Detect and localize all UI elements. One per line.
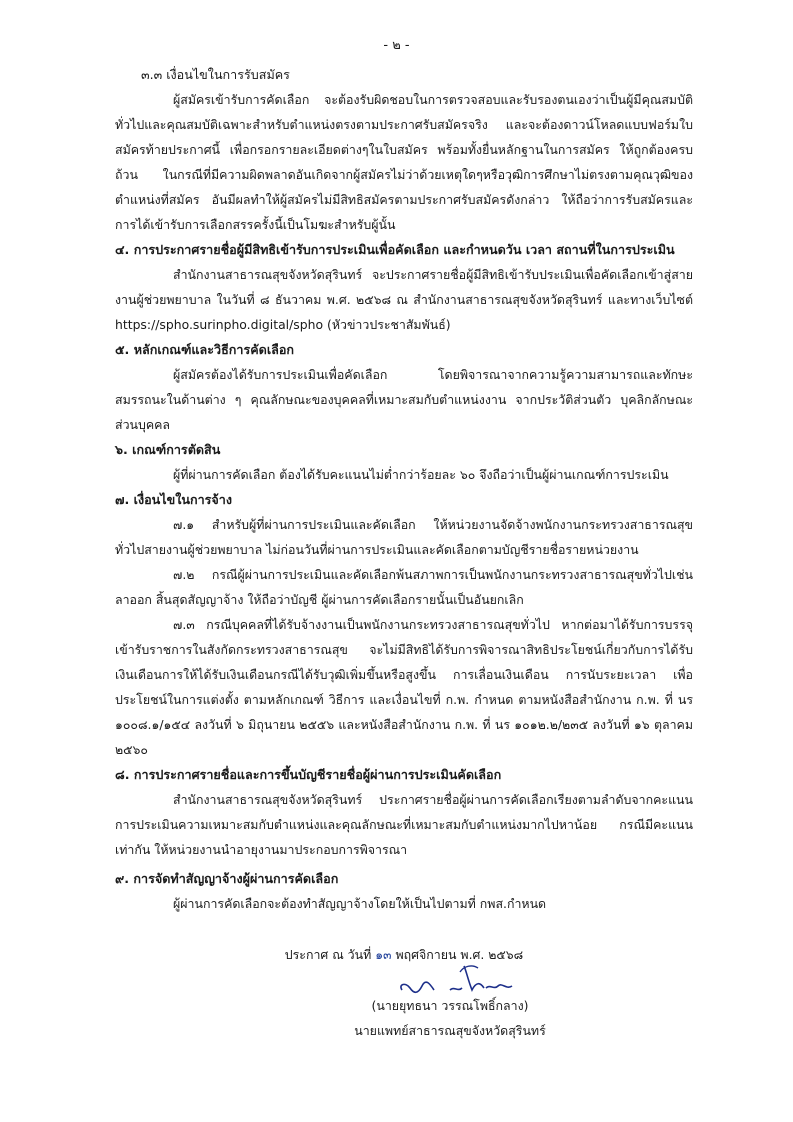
announce-prefix: ประกาศ ณ วันที่ bbox=[284, 947, 372, 962]
section-8-heading: ๘. การประกาศรายชื่อและการขึ้นบัญชีรายชื่อผู้ผ่านการประเมินคัดเลือก bbox=[115, 767, 502, 782]
announce-month-year: พฤศจิกายน พ.ศ. ๒๕๖๘ bbox=[395, 947, 524, 962]
section-6-body: ผู้ที่ผ่านการคัดเลือก ต้องได้รับคะแนนไม่ต่ำกว่าร้อยละ ๖๐ จึงถือว่าเป็นผู้ผ่านเกณฑ์การประเมิน bbox=[173, 467, 669, 482]
section-4-body: สำนักงานสาธารณสุขจังหวัดสุรินทร์ จะประกาศรายชื่อผู้มีสิทธิเข้ารับประเมินเพื่อคัดเลือกเข้าสู่สายงานผู้ช่วยพยาบาล ในวันที่ ๘ ธันวาคม พ.ศ. ๒๕๖๘ ณ สำนักงานสาธารณสุขจังหวัดสุรินทร์ และทางเว็บไซต์ https://spho.surinpho.digital/spho (หัวข่าวประชาสัมพันธ์) bbox=[115, 267, 693, 332]
section-3-3-body: ผู้สมัครเข้ารับการคัดเลือก จะต้องรับผิดชอบในการตรวจสอบและรับรองตนเองว่าเป็นผู้มีคุณสมบัติทั่วไปและคุณสมบัติเฉพาะสำหรับตำแหน่งตรงตามประกาศรับสมัครจริง และจะต้องดาวน์โหลดแบบฟอร์มใบสมัครท้ายประกาศนี้ เพื่อกรอกรายละเอียดต่างๆในใบสมัคร พร้อมทั้งยื่นหลักฐานในการสมัคร ให้ถูกต้องครบถ้วน ในกรณีที่มีความผิดพลาดอันเกิดจากผู้สมัครไม่ว่าด้วยเหตุใดๆหรือวุฒิการศึกษาไม่ตรงตามคุณวุฒิของตำแหน่งที่สมัคร อันมีผลทำให้ผู้สมัครไม่มีสิทธิสมัครตามประกาศรับสมัครดังกล่าว ให้ถือว่าการรับสมัครและการได้เข้ารับการเลือกสรรครั้งนี้เป็นโมฆะสำหรับผู้นั้น bbox=[115, 92, 693, 232]
signer-name: (นายยุทธนา วรรณโพธิ์กลาง) bbox=[371, 998, 529, 1013]
announce-day: ๑๓ bbox=[375, 947, 392, 962]
section-7-1: ๗.๑ สำหรับผู้ที่ผ่านการประเมินและคัดเลือก ให้หน่วยงานจัดจ้างพนักงานกระทรวงสาธารณสุขทั่วไปสายงานผู้ช่วยพยาบาล ไม่ก่อนวันที่ผ่านการประเมินและคัดเลือกตามบัญชีรายชื่อรายหน่วยงาน bbox=[115, 517, 693, 557]
document-body bbox=[115, 62, 693, 967]
section-5-body: ผู้สมัครต้องได้รับการประเมินเพื่อคัดเลือก โดยพิจารณาจากความรู้ความสามารถและทักษะสมรรถนะในด้านต่าง ๆ คุณลักษณะของบุคคลที่เหมาะสมกับตำแหน่งงาน จากประวัติส่วนตัว บุคลิกลักษณะส่วนบุคคล bbox=[115, 367, 693, 432]
section-5-heading: ๕. หลักเกณฑ์และวิธีการคัดเลือก bbox=[115, 342, 295, 357]
section-7-heading: ๗. เงื่อนไขในการจ้าง bbox=[115, 492, 233, 507]
section-6-heading: ๖. เกณฑ์การตัดสิน bbox=[115, 442, 221, 457]
signer-title: นายแพทย์สาธารณสุขจังหวัดสุรินทร์ bbox=[354, 1023, 546, 1038]
section-3-3-heading: ๓.๓ เงื่อนไขในการรับสมัคร bbox=[141, 67, 290, 82]
page-number: - ๒ - bbox=[383, 38, 410, 53]
section-9-heading: ๙. การจัดทำสัญญาจ้างผู้ผ่านการคัดเลือก bbox=[115, 871, 339, 886]
section-7-3: ๗.๓ กรณีบุคคลที่ได้รับจ้างงานเป็นพนักงานกระทรวงสาธารณสุขทั่วไป หากต่อมาได้รับการบรรจุเข้ารับราชการในสังกัดกระทรวงสาธารณสุข จะไม่มีสิทธิได้รับการพิจารณาสิทธิประโยชน์เกี่ยวกับการได้รับเงินเดือนการให้ได้รับเงินเดือนกรณีได้รับวุฒิเพิ่มขึ้นหรือสูงขึ้น การเลื่อนเงินเดือน การนับระยะเวลา เพื่อประโยชน์ในการแต่งตั้ง ตามหลักเกณฑ์ วิธีการ และเงื่อนไขที่ ก.พ. กำหนด ตามหนังสือสำนักงาน ก.พ. ที่ นร ๑๐๐๘.๑/๑๕๔ ลงวันที่ ๖ มิถุนายน ๒๕๕๖ และหนังสือสำนักงาน ก.พ. ที่ นร ๑๐๑๒.๒/๒๓๕ ลงวันที่ ๑๖ ตุลาคม ๒๕๖๐ bbox=[115, 617, 693, 757]
section-4-heading: ๔. การประกาศรายชื่อผู้มีสิทธิเข้ารับการประเมินเพื่อคัดเลือก และกำหนดวัน เวลา สถานที่ในการประเมิน bbox=[115, 242, 675, 257]
section-8-body: สำนักงานสาธารณสุขจังหวัดสุรินทร์ ประกาศรายชื่อผู้ผ่านการคัดเลือกเรียงตามลำดับจากคะแนนการประเมินความเหมาะสมกับตำแหน่งและคุณลักษณะที่เหมาะสมกับตำแหน่งมากไปหาน้อย กรณีมีคะแนนเท่ากัน ให้หน่วยงานนำอายุงานมาประกอบการพิจารณา bbox=[115, 792, 693, 857]
section-9-body: ผู้ผ่านการคัดเลือกจะต้องทำสัญญาจ้างโดยให้เป็นไปตามที่ กพส.กำหนด bbox=[173, 896, 547, 911]
section-7-2: ๗.๒ กรณีผู้ผ่านการประเมินและคัดเลือกพ้นสภาพการเป็นพนักงานกระทรวงสาธารณสุขทั่วไปเช่น ลาออก สิ้นสุดสัญญาจ้าง ให้ถือว่าบัญชี ผู้ผ่านการคัดเลือกรายนั้นเป็นอันยกเลิก bbox=[115, 567, 693, 607]
